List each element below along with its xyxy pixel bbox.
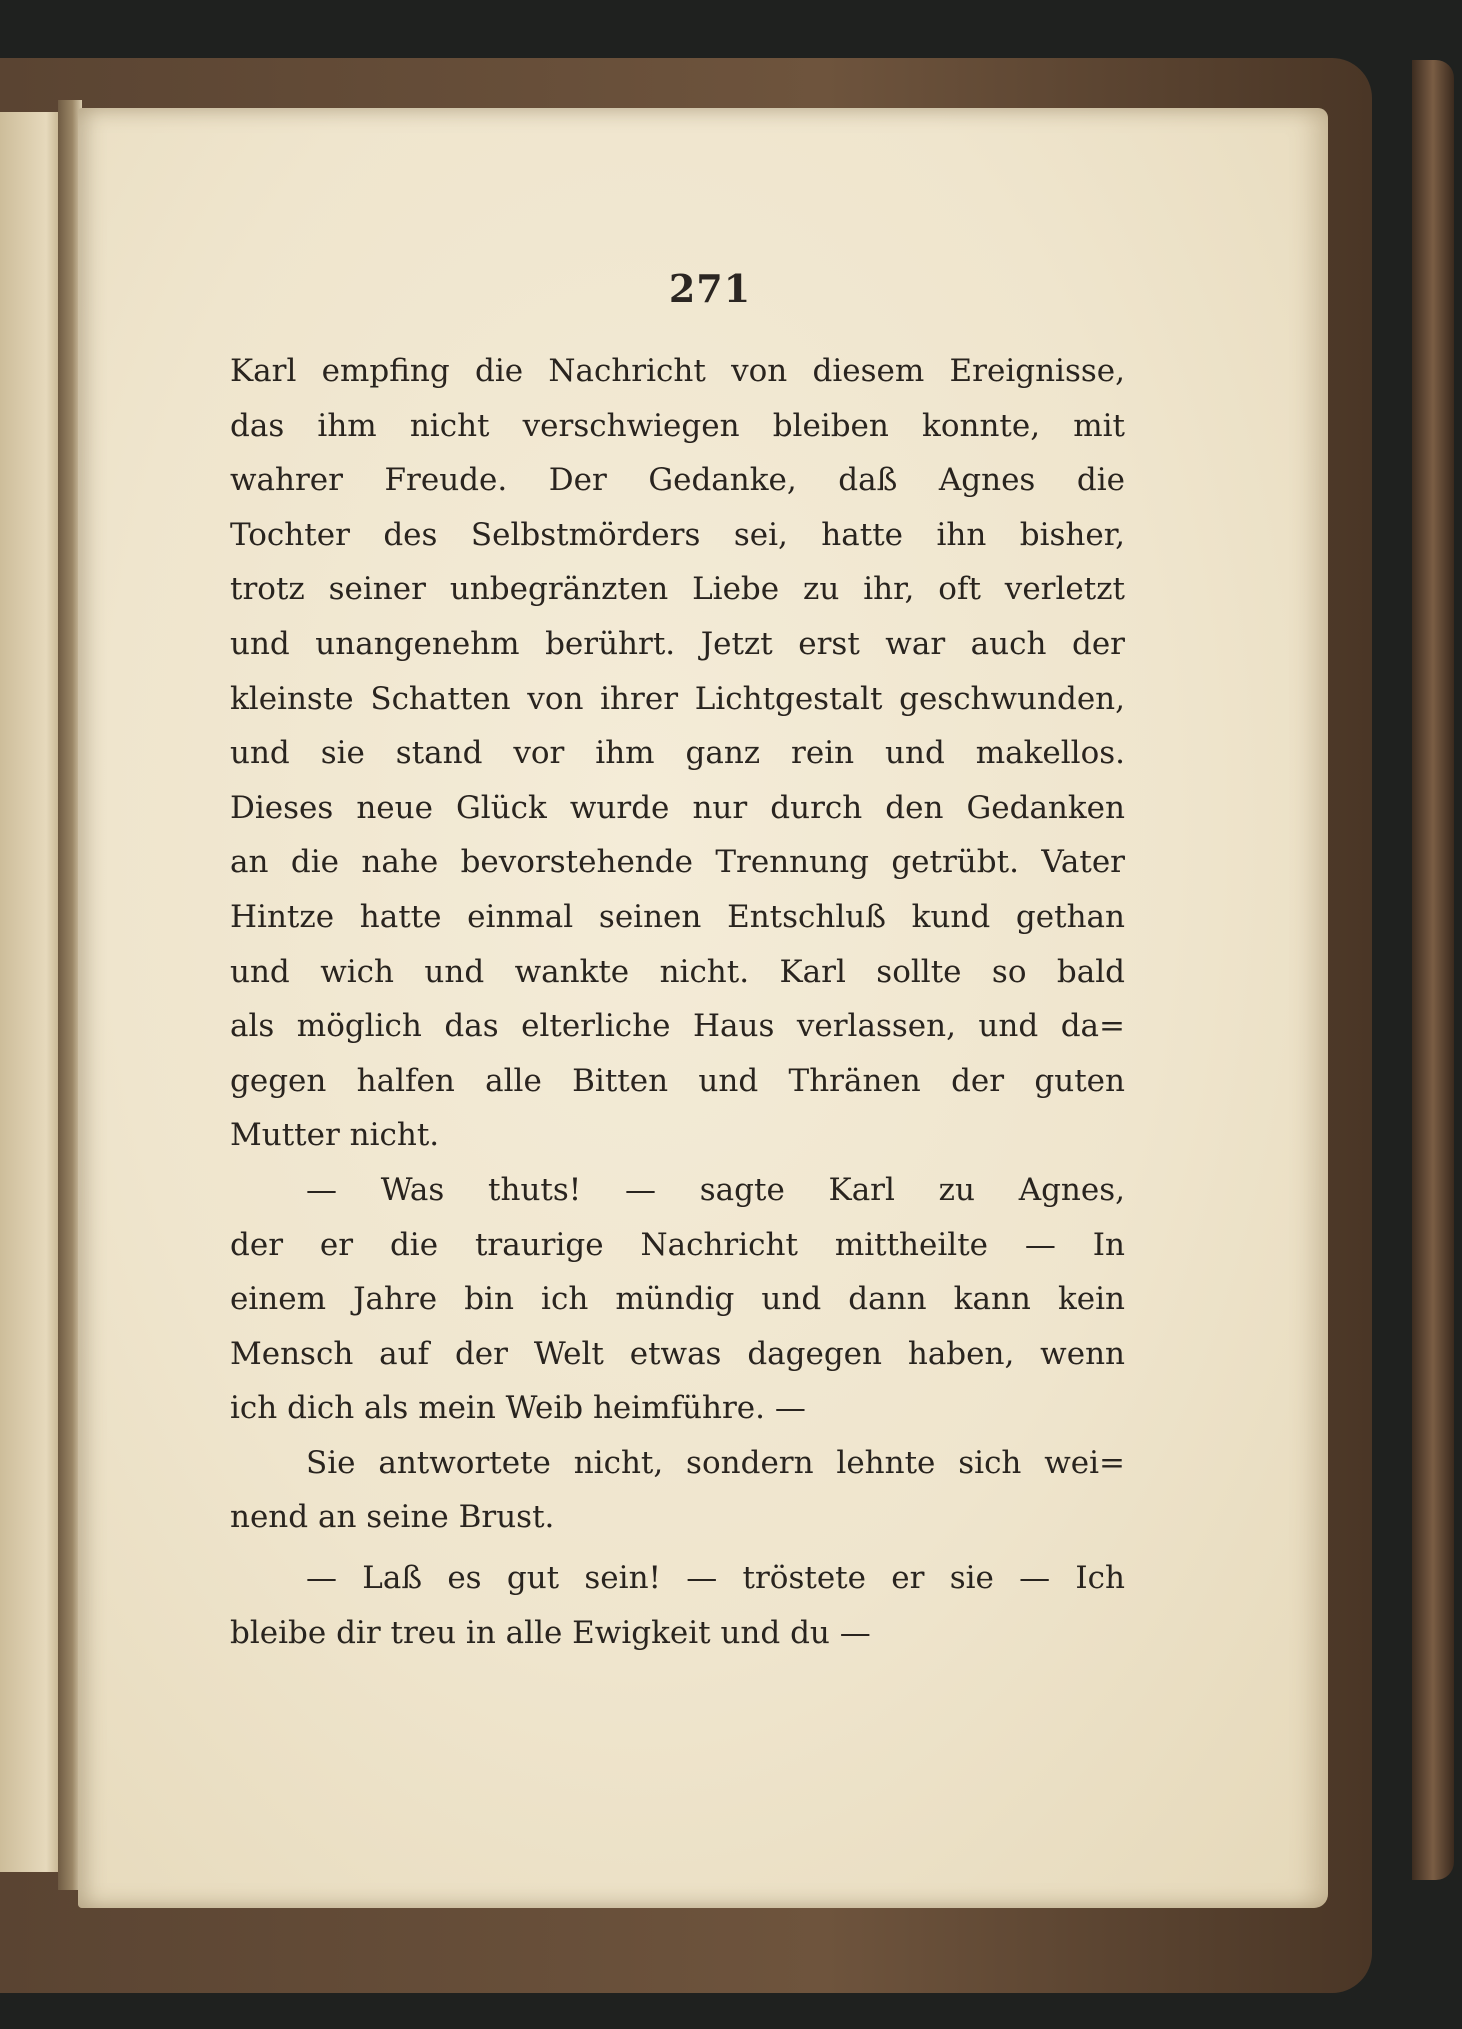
cover-edge <box>1412 60 1454 1880</box>
text-line: Sie antwortete nicht, sondern lehnte sich wei= <box>306 1444 1125 1481</box>
page-text <box>230 344 1125 1660</box>
text-line: einem Jahre bin ich mündig und dann kann kein <box>230 1281 1125 1318</box>
text-line: Dieses neue Glück wurde nur durch den Gedanken <box>230 789 1125 826</box>
text-line: Hintze hatte einmal seinen Entschluß kund gethan <box>230 898 1125 935</box>
text-line: und unangenehm berührt. Jetzt erst war auch der <box>230 625 1125 662</box>
text-line: nend an seine Brust. <box>230 1499 555 1536</box>
page-number: 271 <box>668 266 752 311</box>
text-line: der er die traurige Nachricht mittheilte — In <box>230 1226 1125 1263</box>
text-line: das ihm nicht verschwiegen bleiben konnte, mit <box>230 407 1125 444</box>
text-line: kleinste Schatten von ihrer Lichtgestalt geschwunden, <box>230 680 1125 717</box>
text-line: ich dich als mein Weib heimführe. — <box>230 1390 806 1427</box>
text-line: — Was thuts! — sagte Karl zu Agnes, <box>306 1171 1125 1208</box>
text-line: wahrer Freude. Der Gedanke, daß Agnes die <box>230 462 1125 499</box>
right-page <box>78 108 1328 1908</box>
text-line: Tochter des Selbstmörders sei, hatte ihn bisher, <box>230 516 1125 553</box>
text-line: und sie stand vor ihm ganz rein und makellos. <box>230 735 1125 772</box>
text-line: an die nahe bevorstehende Trennung getrübt. Vater <box>230 844 1125 881</box>
text-line: Mensch auf der Welt etwas dagegen haben, wenn <box>230 1335 1125 1372</box>
text-line: — Laß es gut sein! — tröstete er sie — Ich <box>306 1560 1125 1597</box>
text-line: Mutter nicht. <box>230 1117 440 1154</box>
left-page-edge <box>0 112 66 1872</box>
text-line: trotz seiner unbegränzten Liebe zu ihr, oft verletzt <box>230 571 1125 608</box>
text-line: gegen halfen alle Bitten und Thränen der guten <box>230 1062 1125 1099</box>
text-line: bleibe dir treu in alle Ewigkeit und du — <box>230 1614 871 1651</box>
text-line: Karl empfing die Nachricht von diesem Ereignisse, <box>230 353 1125 389</box>
text-line: und wich und wankte nicht. Karl sollte so bald <box>230 953 1125 990</box>
text-line: als möglich das elterliche Haus verlassen, und da= <box>230 1008 1125 1045</box>
